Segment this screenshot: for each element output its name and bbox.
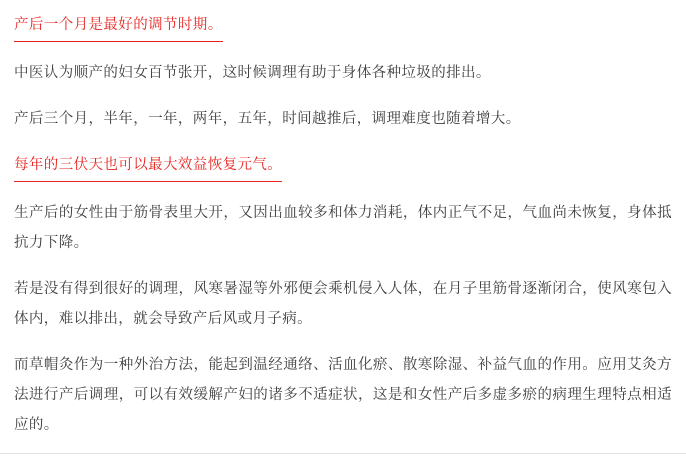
- paragraph-body-7: 而草帽灸作为一种外治方法，能起到温经通络、活血化瘀、散寒除湿、补益气血的作用。应用艾灸方法进行产后调理，可以有效缓解产妇的诸多不适症状，这是和女性产后多虚多瘀的病理生理特点相适应的。: [14, 357, 672, 433]
- paragraph-body-2: 中医认为顺产的妇女百节张开，这时候调理有助于身体各种垃圾的排出。: [14, 65, 491, 81]
- paragraph-body-6: 若是没有得到很好的调理，风寒暑湿等外邪便会乘机侵入人体，在月子里筋骨逐渐闭合，使风寒包入体内，难以排出，就会导致产后风或月子病。: [14, 281, 672, 327]
- bottom-divider: [0, 453, 686, 454]
- paragraph-block-1-wrapper: [14, 10, 672, 56]
- paragraph-body-3: 产后三个月，半年，一年，两年，五年，时间越推后，调理难度也随着增大。: [14, 111, 521, 127]
- paragraph-body-5: 生产后的女性由于筋骨表里大开，又因出血较多和体力消耗，体内正气不足，气血尚未恢复，身体抵抗力下降。: [14, 205, 672, 251]
- paragraph-block-4-wrapper: [14, 150, 672, 196]
- paragraph-highlight-4: 每年的三伏天也可以最大效益恢复元气。: [14, 150, 282, 182]
- paragraph-highlight-1: 产后一个月是最好的调节时期。: [14, 10, 223, 42]
